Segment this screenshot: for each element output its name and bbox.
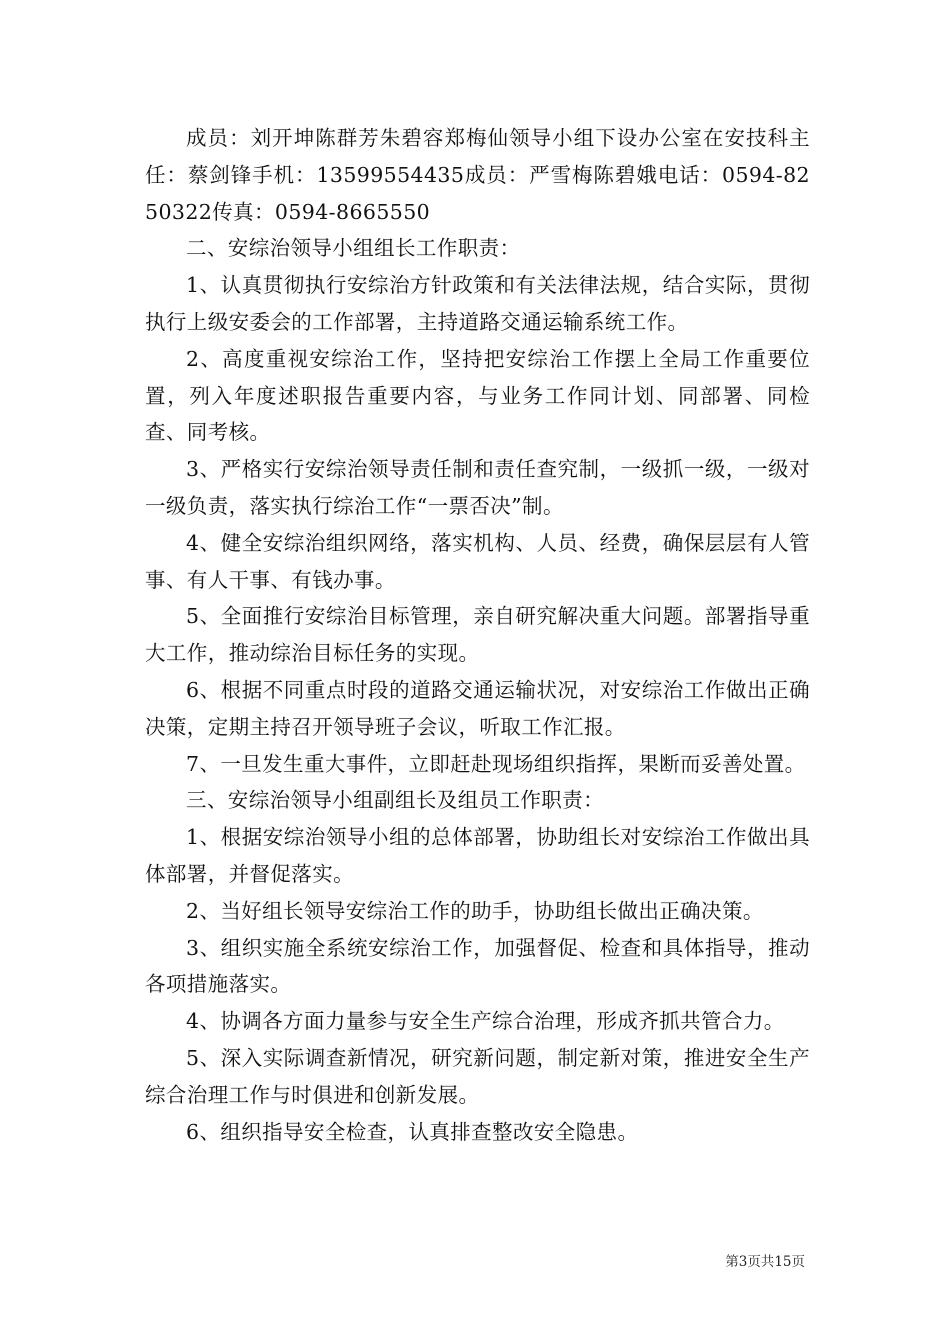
paragraph-item: 5、全面推行安综治目标管理，亲自研究解决重大问题。部署指导重大工作，推动综治目标任务的实现。 [145, 604, 810, 666]
paragraph-item: 4、健全安综治组织网络，落实机构、人员、经费，确保层层有人管事、有人干事、有钱办事。 [145, 530, 810, 592]
paragraph-item: 6、组织指导安全检查，认真排查整改安全隐患。 [186, 1119, 639, 1144]
paragraph-item: 6、根据不同重点时段的道路交通运输状况，对安综治工作做出正确决策，定期主持召开领导班子会议，听取工作汇报。 [145, 677, 810, 739]
current-page-number: 3 [738, 1254, 748, 1270]
paragraph-item: 2、当好组长领导安综治工作的助手，协助组长做出正确决策。 [186, 898, 764, 923]
document-body [145, 120, 810, 1150]
total-page-count: 15 [774, 1254, 792, 1270]
paragraph-item: 1、根据安综治领导小组的总体部署，协助组长对安综治工作做出具体部署，并督促落实。 [145, 825, 810, 886]
heading-section-3: 三、安综治领导小组副组长及组员工作职责： [186, 788, 604, 813]
paragraph-item: 3、组织实施全系统安综治工作，加强督促、检查和具体指导，推动各项措施落实。 [145, 935, 810, 997]
heading-section-2: 二、安综治领导小组组长工作职责： [186, 236, 521, 261]
paragraph-item: 2、高度重视安综治工作，坚持把安综治工作摆上全局工作重要位置，列入年度述职报告重要内容，与业务工作同计划、同部署、同检查、同考核。 [145, 346, 810, 445]
footer-suffix: 页 [791, 1254, 805, 1270]
footer-prefix: 第 [725, 1254, 739, 1270]
paragraph-item: 7、一旦发生重大事件，立即赶赴现场组织指挥，果断而妥善处置。 [186, 751, 806, 776]
footer-middle: 页共 [747, 1254, 775, 1270]
paragraph-item: 5、深入实际调查新情况，研究新问题，制定新对策，推进安全生产综合治理工作与时俱进和创新发展。 [145, 1045, 810, 1107]
paragraph-item: 1、认真贯彻执行安综治方针政策和有关法律法规，结合实际，贯彻执行上级安委会的工作部署，主持道路交通运输系统工作。 [145, 273, 810, 334]
page-number-footer [725, 1250, 805, 1270]
paragraph-item: 3、严格实行安综治领导责任制和责任查究制，一级抓一级，一级对一级负责，落实执行综治工作“一票否决”制。 [145, 457, 810, 518]
paragraph-members: 成员：刘开坤陈群芳朱碧容郑梅仙领导小组下设办公室在安技科主任：蔡剑锋手机：13599554435成员：严雪梅陈碧娥电话：0594-8250322传真：0594-8665550 [145, 126, 810, 224]
paragraph-item: 4、协调各方面力量参与安全生产综合治理，形成齐抓共管合力。 [186, 1009, 785, 1034]
